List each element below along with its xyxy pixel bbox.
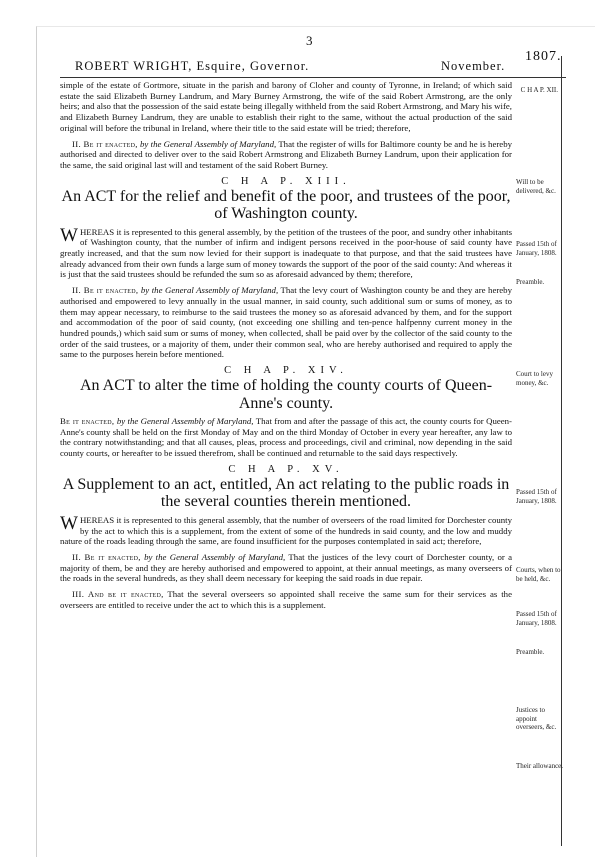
enacting-authority: by the General Assembly of Maryland, — [140, 285, 279, 296]
chapter-15-title: A Supplement to an act, entitled, An act relating to the public roads in the several counties therein mentioned. — [62, 475, 510, 511]
margin-note-will: Will to be delivered, &c. — [516, 178, 556, 195]
running-head-year: 1807. — [525, 49, 562, 64]
margin-note-passed-13: Passed 15th of January, 1808. — [516, 240, 557, 257]
document-body — [60, 80, 512, 616]
section-text: That the levy court of Washington county be and they are hereby authorised and empowered to levy annually in the usual manner, in said county, such additional sum or sums of money, as to them may appear necessary, to reimburse to the said trustees the money so as aforesaid advanced by them, and for the support and accommodation of the poor of said county, (not exceeding one shilling and ten-pence halfpenny current money in the hundred pounds,) which said sum or sums of money, when collected, shall be paid over by the collector of the said county to the order of the said trustees, or a majority of them, under their common seal, who are hereby authorised and required to apply the same to the purposes herein before mentioned. — [60, 285, 512, 360]
chapter-13-section-ii — [60, 285, 512, 360]
chapter-15-preamble: WHEREAS it is represented to this general assembly, that the number of overseers of the road limited for Dorchester county by the act to which this is a supplement, from the extent of some of the hundreds in said county, and the low and muddy nature of the roads leading through the same, are found insufficient for the purposes contemplated in said act; therefore, — [60, 512, 512, 547]
margin-note-courts-held: Courts, when to be held, &c. — [516, 566, 561, 583]
chapter-13-label: C H A P. XIII. — [221, 175, 351, 187]
chapter-14-text — [60, 416, 512, 459]
margin-note-justices: Justices to appoint overseers, &c. — [516, 706, 557, 731]
margin-note-passed-14: Passed 15th of January, 1808. — [516, 488, 557, 505]
enacting-clause: II. Be it enacted, — [72, 285, 139, 296]
margin-note-passed-15: Passed 15th of January, 1808. — [516, 610, 557, 627]
section-text: That the register of wills for Baltimore county be and he is hereby authorised and directed to deliver over to the said Robert Armstrong and Elizabeth Burney Landrum, upon their application for the same, the said original last will and testament of the said Robert Burney. — [60, 138, 512, 170]
enacting-authority: by the General Assembly of Maryland, — [116, 416, 254, 427]
margin-note-allowance: Their allowance. — [516, 762, 564, 770]
page-number: 3 — [306, 33, 313, 48]
running-head-governor: ROBERT WRIGHT, Esquire, Governor. — [75, 59, 310, 73]
enacting-clause: Be it enacted, — [60, 416, 115, 427]
enacting-clause: II. Be it enacted, — [72, 138, 138, 149]
section-ii-will — [60, 139, 512, 171]
margin-note-preamble-15: Preamble. — [516, 648, 545, 656]
chapter-14-label: C H A P. XIV. — [224, 365, 348, 377]
section-text: That the several overseers so appointed shall receive the same sum for their services as the overseers are entitled to receive under the act to which this is a supplement. — [60, 589, 512, 610]
enacting-authority: by the General Assembly of Maryland, — [140, 138, 277, 149]
running-head-month: November. — [441, 59, 506, 73]
chapter-13-title: An ACT for the relief and benefit of the poor, and trustees of the poor, of Washington county. — [61, 187, 511, 223]
chapter-15-label: C H A P. XV. — [228, 463, 344, 475]
header-rule — [60, 77, 566, 78]
chapter-14-title: An ACT to alter the time of holding the county courts of Queen-Anne's county. — [79, 377, 493, 412]
margin-note-preamble-13: Preamble. — [516, 278, 545, 286]
enacting-clause: III. And be it enacted, — [72, 589, 164, 600]
section-text: That the justices of the levy court of Dorchester county, or a majority of them, be and they are hereby authorised and empowered to appoint, at their annual meetings, as many overseers of the roads in the several hundreds, as they shall deem necessary for keeping the said roads in due repair. — [60, 551, 513, 584]
enacting-clause: II. Be it enacted, — [72, 551, 141, 562]
continued-paragraph: simple of the estate of Gortmore, situate in the parish and barony of Cloher and county of Tyronne, in Ireland; of which said estate the said Elizabeth Burney Landrum, and Mary Burney Armstrong, the wife of the said Robert Armstrong, are the only heirs; and also that the possession of the said estate being illegally withheld from the said Robert Armstrong, and Mary his wife, and Elizabeth Burney Landrum, they are unable to establish their right to the same, without the actual production of the said original will before the tribunal in Ireland, where their title to the said estate will be tried; therefore, — [60, 80, 512, 133]
section-text: That from and after the passage of this act, the county courts for Queen-Anne's county shall be held on the first Monday of May and on the third Monday of October in every year hereafter, any law to the contrary notwithstanding; and that all causes, pleas, process and proceedings, civil and criminal, now depending in the said county courts, or hereafter to be issued therefrom, shall be continued and returnable to the said days respectively. — [60, 416, 512, 459]
chapter-13-preamble: WHEREAS it is represented to this general assembly, by the petition of the trustees of the poor, and sundry other inhabitants of Washington county, that the number of infirm and indigent persons received in the poor-house of said county have greatly increased, and that the sum now levied for their support is inadequate to that purpose, and that the said trustees have already advanced from their own funds a large sum of money towards the support of the poor of the said county: And whereas it is just that the said trustees should be refunded the sum so as aforesaid advanced by them; therefore, — [60, 224, 512, 280]
chapter-15-section-ii — [60, 552, 512, 584]
enacting-authority: by the General Assembly of Maryland, — [144, 551, 286, 562]
chapter-15-section-iii — [60, 589, 512, 610]
margin-note-chap12: C H A P. XII. — [520, 86, 558, 94]
margin-note-court-levy: Court to levy money, &c. — [516, 370, 553, 387]
